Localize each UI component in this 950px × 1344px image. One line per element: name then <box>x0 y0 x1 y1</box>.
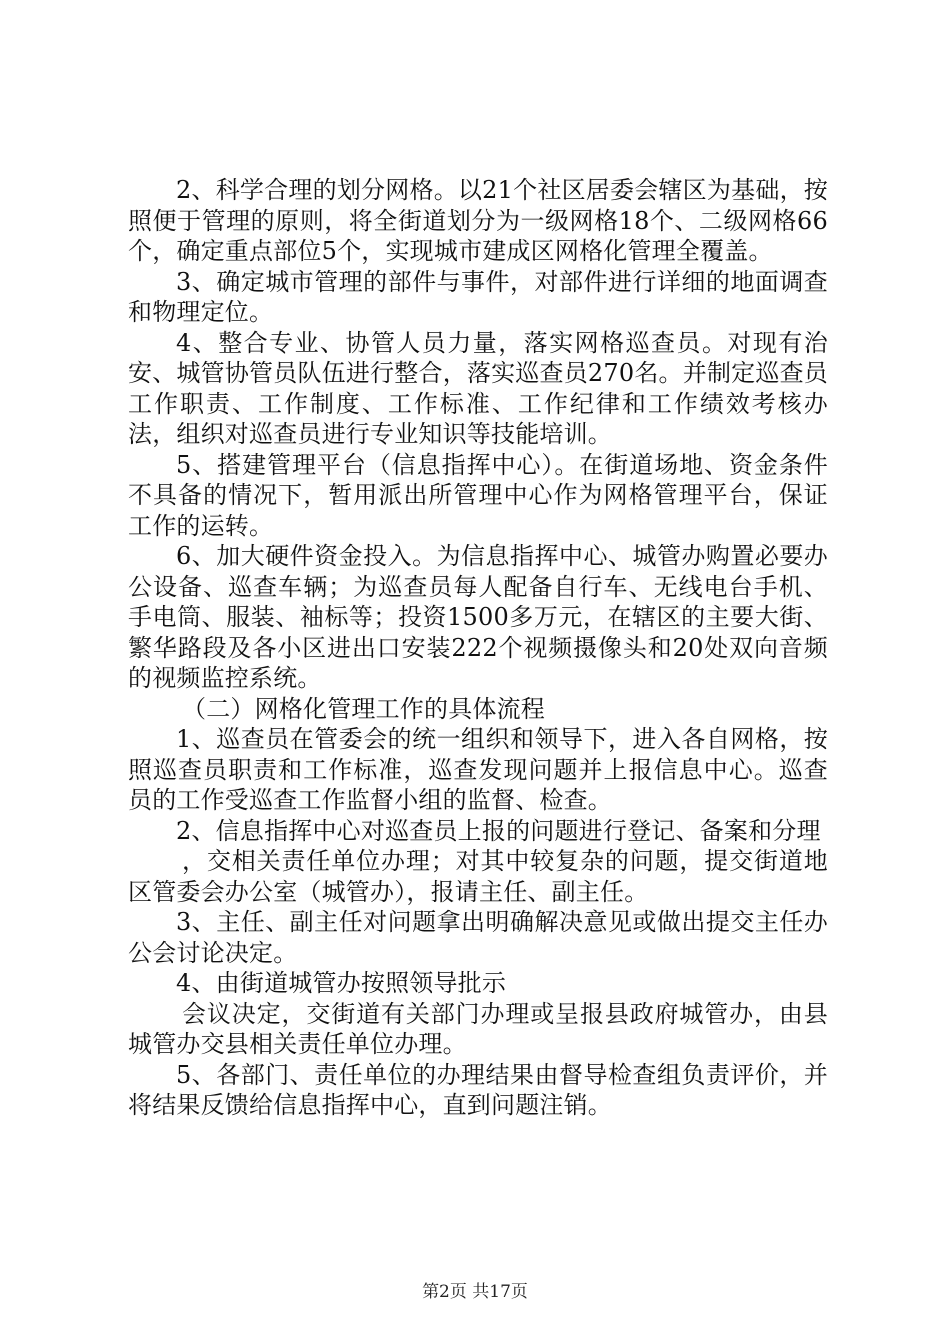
section-heading-workflow: （二）网格化管理工作的具体流程 <box>182 694 545 723</box>
paragraph-workflow-step-1: 1、巡查员在管委会的统一组织和领导下，进入各自网格，按照巡查员职责和工作标准，巡查发现问题并上报信息中心。巡查员的工作受巡查工作监督小组的监督、检查。 <box>128 725 828 814</box>
paragraph-workflow-step-3: 3、主任、副主任对问题拿出明确解决意见或做出提交主任办公会讨论决定。 <box>128 908 828 967</box>
document-body <box>128 175 828 1121</box>
paragraph-workflow-step-5: 5、各部门、责任单位的办理结果由督导检查组负责评价，并将结果反馈给信息指挥中心，直到问题注销。 <box>128 1060 828 1119</box>
page-number-footer: 第2页 共17页 <box>422 1282 528 1302</box>
paragraph-grid-division: 2、科学合理的划分网格。以21个社区居委会辖区为基础，按照便于管理的原则，将全街道划分为一级网格18个、二级网格66个，确定重点部位5个，实现城市建成区网格化管理全覆盖。 <box>128 176 828 265</box>
paragraph-workflow-step-4-cont: 会议决定，交街道有关部门办理或呈报县政府城管办，由县城管办交县相关责任单位办理。 <box>128 999 828 1058</box>
paragraph-inspectors: 4、整合专业、协管人员力量，落实网格巡查员。对现有治安、城管协管员队伍进行整合，落实巡查员270名。并制定巡查员工作职责、工作制度、工作标准、工作纪律和工作绩效考核办法，组织对巡查员进行专业知识等技能培训。 <box>128 328 828 448</box>
paragraph-components-events: 3、确定城市管理的部件与事件，对部件进行详细的地面调查和物理定位。 <box>128 267 828 326</box>
paragraph-platform: 5、搭建管理平台（信息指挥中心）。在街道场地、资金条件不具备的情况下，暂用派出所管理中心作为网格管理平台，保证工作的运转。 <box>128 450 828 540</box>
paragraph-hardware-investment: 6、加大硬件资金投入。为信息指挥中心、城管办购置必要办公设备、巡查车辆；为巡查员每人配备自行车、无线电台手机、手电筒、服装、袖标等；投资1500多万元，在辖区的主要大街、繁华路段及各小区进出口安装222个视频摄像头和20处双向音频的视频监控系统。 <box>128 542 828 692</box>
paragraph-workflow-step-2-cont: ，交相关责任单位办理；对其中较复杂的问题，提交街道地区管委会办公室（城管办），报请主任、副主任。 <box>128 847 828 906</box>
paragraph-workflow-step-2: 2、信息指挥中心对巡查员上报的问题进行登记、备案和分理 <box>176 816 821 845</box>
paragraph-workflow-step-4: 4、由街道城管办按照领导批示 <box>176 969 507 997</box>
